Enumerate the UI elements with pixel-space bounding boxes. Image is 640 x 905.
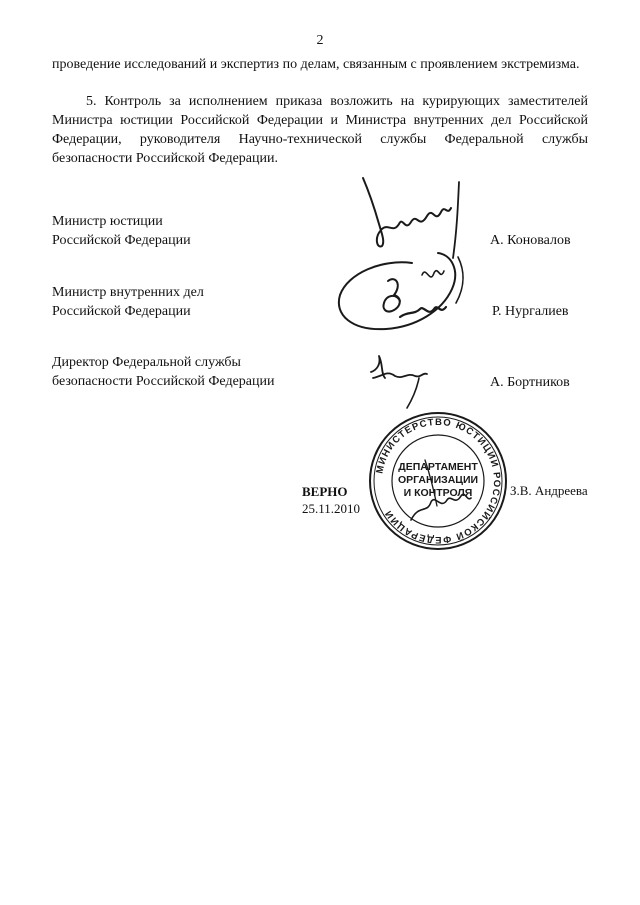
signatory-3-title-line1: Директор Федеральной службы [52,355,241,370]
signatory-1-name: А. Коновалов [490,233,571,248]
signatory-3-title-line2: безопасности Российской Федерации [52,374,275,389]
signatory-3-name: А. Бортников [490,375,570,390]
signatory-1-title [52,212,191,250]
page-number: 2 [316,33,324,48]
official-stamp [367,410,509,552]
signature-bortnikov [365,350,435,412]
signatory-3-title [52,353,274,391]
stamp-center-line1: ДЕПАРТАМЕНТ [398,461,478,473]
signatory-2-title-line2: Российской Федерации [52,304,191,319]
certifier-name: З.В. Андреева [510,483,588,498]
stamp-center-line2: ОРГАНИЗАЦИИ [397,474,479,486]
paragraph-continuation: проведение исследований и экспертиз по делам, связанным с проявлением экстремизма. [52,57,580,72]
signatory-1-title-line1: Министр юстиции [52,214,163,229]
signatory-2-title-line1: Министр внутренних дел [52,285,204,300]
signatory-2-title [52,283,204,321]
stamp-ring-text: МИНИСТЕРСТВО ЮСТИЦИИ РОССИЙСКОЙ ФЕДЕРАЦИИ [374,416,503,546]
certification-label: ВЕРНО [302,484,348,499]
certification-date: 25.11.2010 [302,501,361,516]
signatory-2-name: Р. Нургалиев [492,304,569,319]
signature-nurgaliev [330,245,475,345]
stamp-center-line3: И КОНТРОЛЯ [403,487,473,499]
signatory-1-title-line2: Российской Федерации [52,233,191,248]
certification-block [302,483,360,517]
paragraph-5: 5. Контроль за исполнением приказа возложить на курирующих заместителей Министра юстиции Российской Федерации и Министра внутренних дел Российской Федерации, руководителя Научно-технической службы Федеральной службы безопасности Российской Федерации. [52,94,588,166]
